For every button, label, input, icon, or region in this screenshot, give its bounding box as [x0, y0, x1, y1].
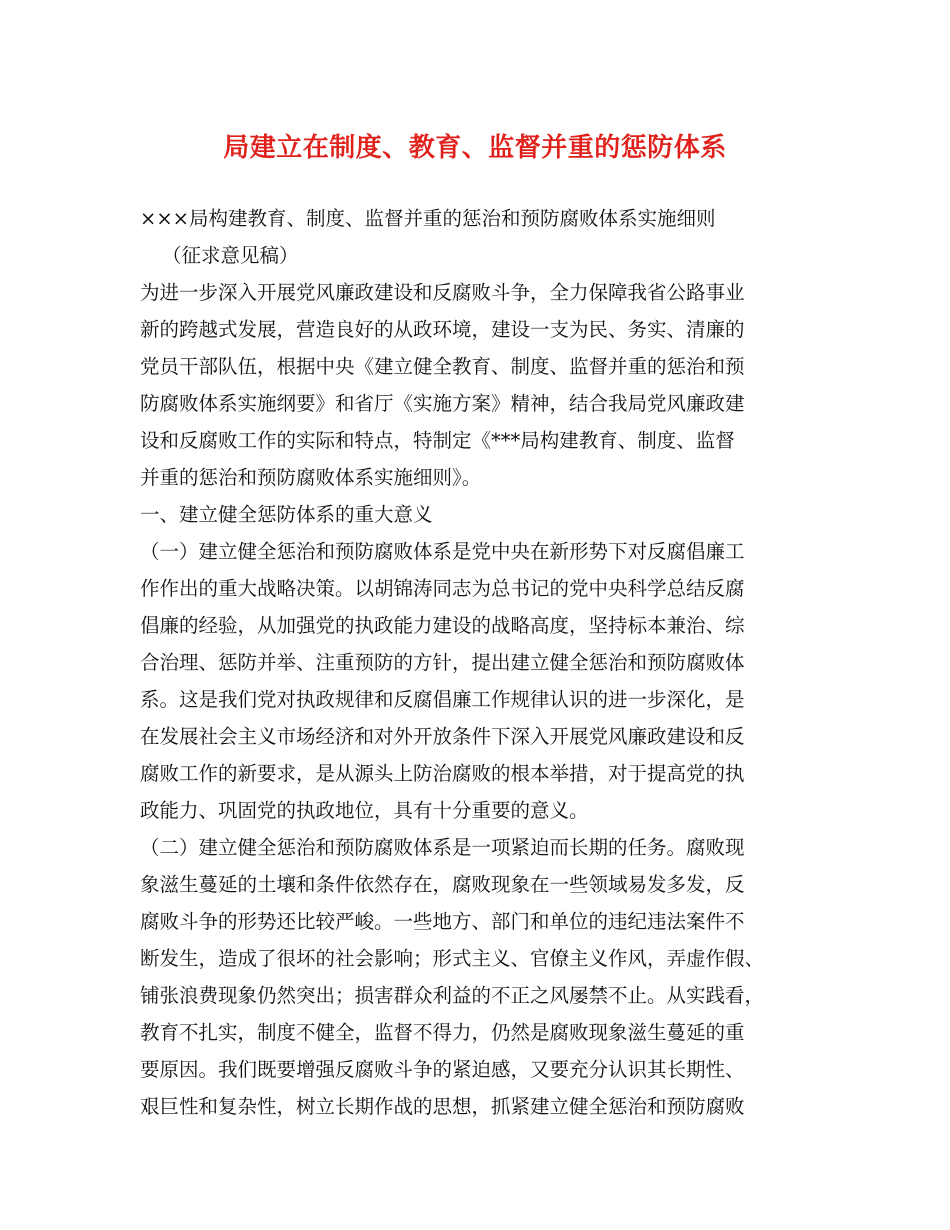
text-line: 新的跨越式发展，营造良好的从政环境，建设一支为民、务实、清廉的	[140, 318, 745, 341]
text-line: 象滋生蔓延的土壤和条件依然存在，腐败现象在一些领域易发多发，反	[140, 873, 745, 896]
text-line: 铺张浪费现象仍然突出；损害群众利益的不正之风屡禁不止。从实践看，	[140, 984, 765, 1007]
text-line: 教育不扎实，制度不健全，监督不得力，仍然是腐败现象滋生蔓延的重	[140, 1021, 745, 1044]
text-line: 设和反腐败工作的实际和特点，特制定《***局构建教育、制度、监督	[140, 429, 735, 452]
text-line: 腐败工作的新要求，是从源头上防治腐败的根本举措，对于提高党的执	[140, 762, 745, 785]
text-line: （二）建立健全惩治和预防腐败体系是一项紧迫而长期的任务。腐败现	[140, 836, 745, 859]
text-line: 党员干部队伍，根据中央《建立健全教育、制度、监督并重的惩治和预	[140, 355, 745, 378]
paragraph-one	[140, 533, 830, 829]
text-line: （一）建立健全惩治和预防腐败体系是党中央在新形势下对反腐倡廉工	[140, 540, 745, 563]
text-line: 防腐败体系实施纲要》和省厅《实施方案》精神，结合我局党风廉政建	[140, 392, 745, 415]
text-line: 政能力、巩固党的执政地位，具有十分重要的意义。	[140, 799, 589, 822]
text-line: 断发生，造成了很坏的社会影响；形式主义、官僚主义作风，弄虚作假、	[140, 947, 765, 970]
draft-note: （征求意见稿）	[162, 244, 299, 267]
text-line: 合治理、惩防并举、注重预防的方针，提出建立健全惩治和预防腐败体	[140, 651, 745, 674]
text-line: 要原因。我们既要增强反腐败斗争的紧迫感，又要充分认识其长期性、	[140, 1058, 745, 1081]
section-heading: 一、建立健全惩防体系的重大意义	[140, 503, 433, 526]
document-title: 局建立在制度、教育、监督并重的惩防体系	[223, 133, 727, 163]
text-line: 艰巨性和复杂性，树立长期作战的思想，抓紧建立健全惩治和预防腐败	[140, 1095, 745, 1118]
text-line: 并重的惩治和预防腐败体系实施细则》。	[140, 466, 482, 489]
text-line: 为进一步深入开展党风廉政建设和反腐败斗争，全力保障我省公路事业	[140, 281, 745, 304]
text-line: 系。这是我们党对执政规律和反腐倡廉工作规律认识的进一步深化，是	[140, 688, 745, 711]
text-line: 腐败斗争的形势还比较严峻。一些地方、部门和单位的违纪违法案件不	[140, 910, 745, 933]
intro-paragraph	[140, 274, 830, 496]
text-line: 作作出的重大战略决策。以胡锦涛同志为总书记的党中央科学总结反腐	[140, 577, 745, 600]
text-line: 在发展社会主义市场经济和对外开放条件下深入开展党风廉政建设和反	[140, 725, 745, 748]
text-line: 倡廉的经验，从加强党的执政能力建设的战略高度，坚持标本兼治、综	[140, 614, 745, 637]
document-body	[140, 200, 830, 1125]
paragraph-two	[140, 829, 830, 1125]
document-subtitle: ×××局构建教育、制度、监督并重的惩治和预防腐败体系实施细则	[140, 207, 716, 230]
